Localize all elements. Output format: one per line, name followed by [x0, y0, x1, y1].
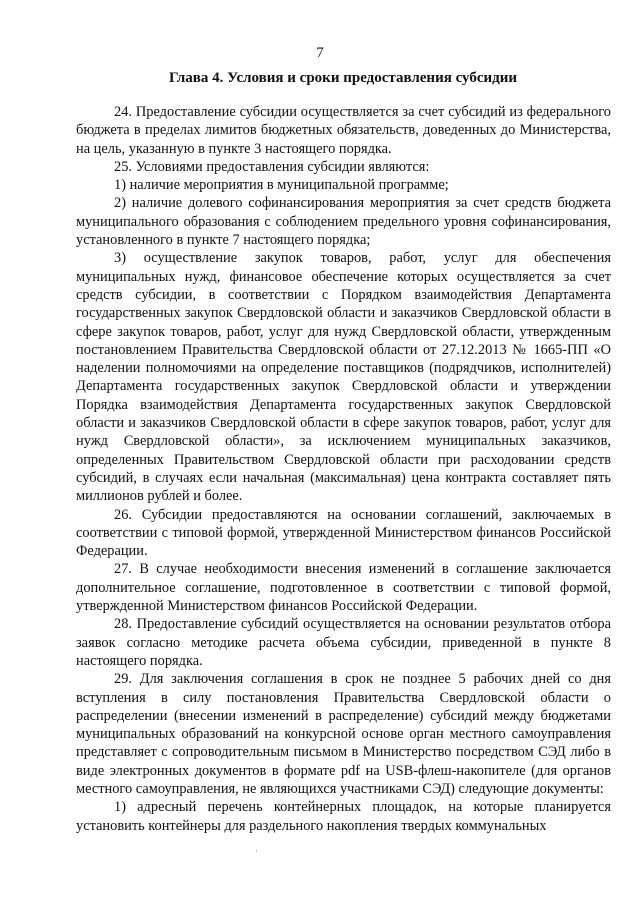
scan-mark: ·: [255, 846, 258, 856]
paragraph-25: 25. Условиями предоставления субсидии являются:: [114, 158, 430, 175]
body-text: [76, 103, 611, 835]
paragraph-29: 29. Для заключения соглашения в срок не позднее 5 рабочих дней со дня вступления в силу постановления Правительства Свердловской области о распределении (внесении изменений в распределение) субсидий между бюджетами муниципальных образований на конкурсной основе орган местного самоуправления представляет с сопроводительным письмом в Министерство посредством СЭД либо в виде электронных документов в формате pdf на USB-флеш-накопителе (для органов местного самоуправления, не являющихся участниками СЭД) следующие документы:: [76, 671, 611, 797]
paragraph-25-item-2: 2) наличие долевого софинансирования мероприятия за счет средств бюджета муниципального образования с соблюдением предельного уровня софинансирования, установленного в пункте 7 настоящего порядка;: [76, 195, 611, 249]
paragraph-25-item-1: 1) наличие мероприятия в муниципальной программе;: [114, 177, 449, 194]
paragraph-28: 28. Предоставление субсидий осуществляется на основании результатов отбора заявок согласно методике расчета объема субсидии, приведенной в пункте 8 настоящего порядка.: [76, 616, 611, 669]
chapter-title: Глава 4. Условия и сроки предоставления субсидии: [168, 70, 518, 86]
paragraph-25-item-3: 3) осуществление закупок товаров, работ, услуг для обеспечения муниципальных нужд, финансовое обеспечение которых осуществляется за счет средств субсидии, в соответствии с Порядком взаимодействия Департамента государственных закупок Свердловской области и заказчиков Свердловской области в сфере закупок товаров, работ, услуг для нужд Свердловской области, утвержденным постановлением Правительства Свердловской области от 27.12.2013 № 1665-ПП «О наделении полномочиями на определение поставщиков (подрядчиков, исполнителей) Департамента государственных закупок Свердловской области и утверждении Порядка взаимодействия Департамента государственных закупок Свердловской области и заказчиков Свердловской области в сфере закупок товаров, работ, услуг для нужд Свердловской области», за исключением муниципальных заказчиков, определенных Правительством Свердловской области при расходовании средств субсидий, в случаях если начальная (максимальная) цена контракта составляет пять миллионов рублей и более.: [76, 250, 611, 505]
paragraph-27: 27. В случае необходимости внесения изменений в соглашение заключается дополнительное соглашение, подготовленное в соответствии с типовой формой, утвержденной Министерством финансов Российской Федерации.: [76, 561, 611, 615]
paragraph-24: 24. Предоставление субсидии осуществляется за счет субсидий из федерального бюджета в пределах лимитов бюджетных обязательств, доведенных до Министерства, на цель, указанную в пункте 3 настоящего порядка.: [76, 104, 611, 157]
page-number: 7: [316, 45, 324, 61]
paragraph-29-item-1: 1) адресный перечень контейнерных площадок, на которые планируется установить контейнеры для раздельного накопления твердых коммунальных: [76, 799, 611, 834]
paragraph-26: 26. Субсидии предоставляются на основании соглашений, заключаемых в соответствии с типовой формой, утвержденной Министерством финансов Российской Федерации.: [76, 506, 611, 560]
